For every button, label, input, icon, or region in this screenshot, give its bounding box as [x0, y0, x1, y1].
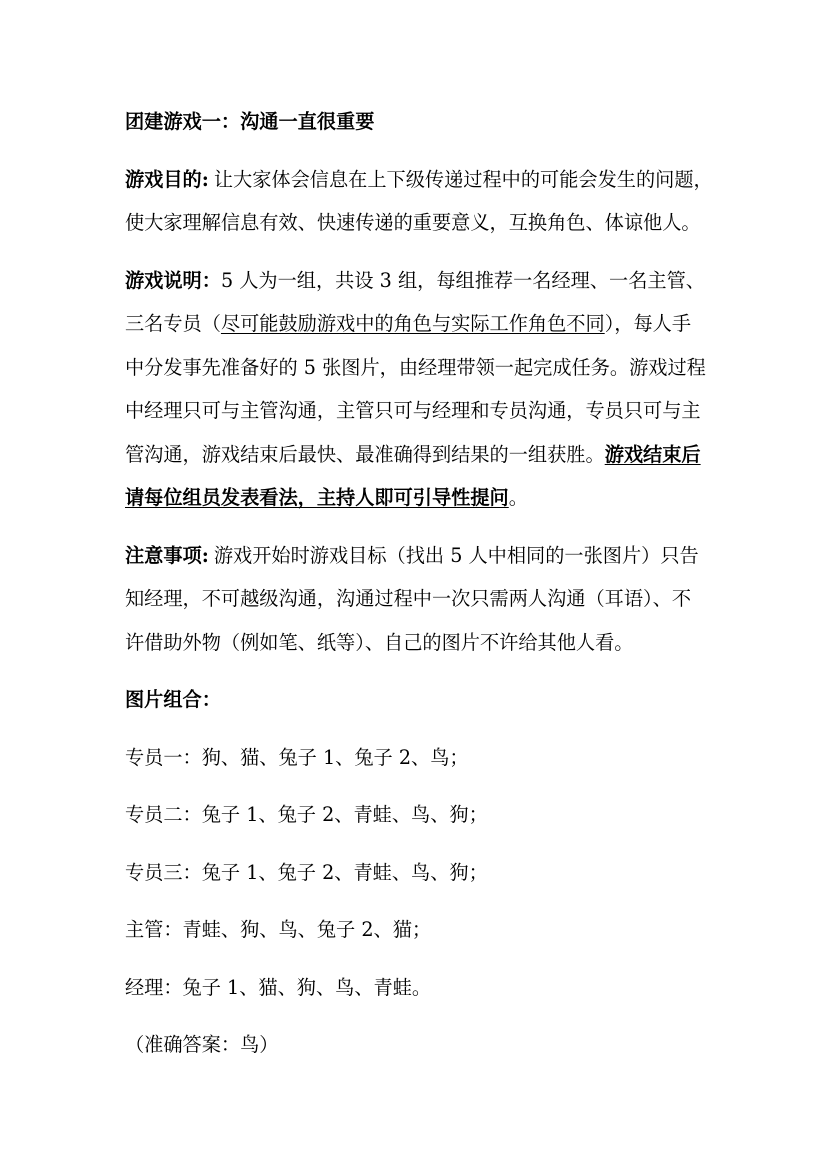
- description-underlined-note: 尽可能鼓励游戏中的角色与实际工作角色不同: [220, 312, 605, 335]
- notes-line-2: [125, 577, 725, 621]
- notes-section: [125, 534, 725, 665]
- description-text-1: 5 人为一组，共设 3 组，每组推荐一名经理、一名主管、: [220, 268, 705, 292]
- answer-text: （准确答案：鸟）: [125, 1033, 279, 1056]
- assignment-item: [125, 908, 725, 952]
- purpose-line-2: [125, 201, 725, 245]
- pictures-heading: 图片组合：: [125, 688, 221, 711]
- assignment-text-3: 专员三：兔子 1、兔子 2、青蛙、鸟、狗；: [125, 860, 488, 884]
- description-label: 游戏说明：: [125, 268, 221, 292]
- description-emphasis-6: 请每位组员发表看法，主持人即可引导性提问: [125, 486, 509, 509]
- notes-text-3: 许借助外物（例如笔、纸等）、自己的图片不许给其他人看。: [125, 630, 634, 654]
- description-line-2: [125, 302, 725, 346]
- description-section: [125, 259, 725, 520]
- assignment-item: [125, 851, 725, 895]
- description-line-1: [125, 259, 725, 303]
- assignment-line-3: [125, 851, 725, 895]
- assignment-line-4: [125, 908, 725, 952]
- assignment-item: [125, 793, 725, 837]
- description-emphasis-5: 游戏结束后: [604, 442, 701, 466]
- purpose-line-1: [125, 158, 725, 202]
- description-text-6-end: 。: [508, 486, 528, 509]
- assignment-text-1: 专员一：狗、猫、兔子 1、兔子 2、鸟；: [125, 745, 469, 769]
- purpose-text-1: 让大家体会信息在上下级传递过程中的可能会发生的问题，: [213, 167, 713, 191]
- purpose-section: [125, 158, 725, 245]
- description-text-2a: 三名专员（: [125, 312, 221, 335]
- assignment-line-2: [125, 793, 725, 837]
- description-text-5: 管沟通，游戏结束后最快、最准确得到结果的一组获胜。: [125, 442, 605, 466]
- title-line: [125, 100, 725, 144]
- description-text-2b: ），每人手: [604, 312, 692, 335]
- description-text-3: 中分发事先准备好的 5 张图片，由经理带领一起完成任务。游戏过程: [125, 355, 706, 379]
- pictures-heading-section: [125, 678, 725, 722]
- assignment-text-5: 经理：兔子 1、猫、狗、鸟、青蛙。: [125, 975, 432, 999]
- assignment-text-2: 专员二：兔子 1、兔子 2、青蛙、鸟、狗；: [125, 803, 488, 826]
- notes-text-1: 游戏开始时游戏目标（找出 5 人中相同的一张图片）只告: [213, 543, 699, 567]
- document-body: [125, 100, 725, 1081]
- document-title: 团建游戏一：沟通一直很重要: [125, 110, 375, 133]
- description-line-4: [125, 389, 725, 433]
- description-line-6: [125, 476, 725, 520]
- description-text-4: 中经理只可与主管沟通，主管只可与经理和专员沟通，专员只可与主: [125, 399, 701, 422]
- assignment-text-4: 主管：青蛙、狗、鸟、兔子 2、猫；: [125, 918, 432, 941]
- assignment-line-5: [125, 966, 725, 1010]
- notes-label: 注意事项:: [125, 543, 209, 567]
- description-line-3: [125, 346, 725, 390]
- pictures-heading-line: [125, 678, 725, 722]
- notes-line-3: [125, 621, 725, 665]
- assignment-item: [125, 966, 725, 1010]
- description-line-5: [125, 433, 725, 477]
- title-section: [125, 100, 725, 144]
- answer-line: [125, 1023, 725, 1067]
- answer-section: [125, 1023, 725, 1067]
- purpose-label: 游戏目的:: [125, 167, 209, 191]
- assignment-line-1: [125, 736, 725, 780]
- notes-line-1: [125, 534, 725, 578]
- purpose-text-2: 使大家理解信息有效、快速传递的重要意义，互换角色、体谅他人。: [125, 211, 701, 234]
- notes-text-2: 知经理，不可越级沟通，沟通过程中一次只需两人沟通（耳语）、不: [125, 587, 692, 610]
- assignment-item: [125, 736, 725, 780]
